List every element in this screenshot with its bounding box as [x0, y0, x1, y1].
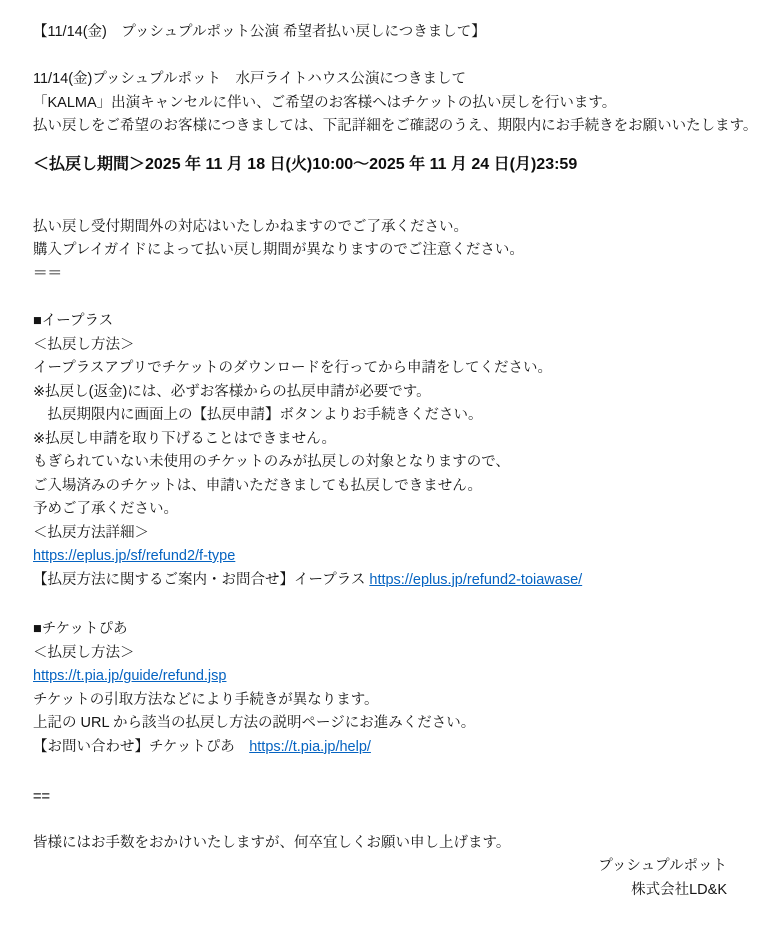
pia-note-line: チケットの引取方法などにより手続きが異なります。	[33, 691, 379, 708]
spacer	[33, 759, 727, 786]
pia-method-heading: ＜払戻し方法＞	[33, 644, 135, 661]
pia-method-link-line	[33, 665, 727, 689]
separator-marks: ＝＝	[33, 265, 62, 282]
pia-section-heading: ■チケットぴあ	[33, 621, 128, 637]
separator-marks: ==	[33, 789, 50, 805]
pia-note-line: 上記の URL から該当の払戻し方法の説明ページにお進みください。	[33, 715, 476, 731]
intro-cancel-line: 「KALMA」出演キャンセルに伴い、ご希望のお客様へはチケットの払い戻しを行います。	[33, 94, 617, 111]
intro-event-line: 11/14(金)プッシュプルポット 水戸ライトハウス公演につきまして	[33, 71, 467, 87]
eplus-section-heading: ■イープラス	[33, 313, 114, 329]
eplus-instruction-line: ご入場済みのチケットは、申請いただきましても払戻しできません。	[33, 477, 483, 494]
spacer	[33, 810, 727, 832]
spacer	[33, 45, 727, 69]
closing-line: 皆様にはお手数をおかけいたしますが、何卒宜しくお願い申し上げます。	[33, 834, 511, 851]
spacer	[33, 592, 727, 618]
eplus-instruction-line: 払戻期限内に画面上の【払戻申請】ボタンよりお手続きください。	[33, 407, 483, 423]
note-playguide-line: 購入プレイガイドによって払い戻し期間が異なりますのでご注意ください。	[33, 242, 524, 258]
eplus-detail-link-line	[33, 545, 727, 569]
intro-instruction-line: 払い戻しをご希望のお客様につきましては、下記詳細をご確認のうえ、期限内にお手続きをお願いいたします。	[33, 118, 758, 134]
refund-period-heading: ＜払戻し期間＞2025 年 11 月 18 日(火)10:00～2025 年 11 月 24 日(月)23:59	[33, 155, 578, 173]
notice-title: 【11/14(金) プッシュプルポット公演 希望者払い戻しにつきまして】	[33, 24, 486, 40]
pia-contact-label: 【お問い合わせ】チケットぴあ	[33, 738, 250, 755]
eplus-method-heading: ＜払戻し方法＞	[33, 336, 135, 353]
eplus-detail-heading: ＜払戻方法詳細＞	[33, 524, 149, 541]
signature-artist: プッシュプルポット	[598, 858, 727, 874]
eplus-instruction-line: もぎられていない未使用のチケットのみが払戻しの対象となりますので、	[33, 454, 510, 470]
eplus-contact-line	[33, 569, 727, 593]
eplus-refund-detail-link[interactable]: https://eplus.jp/sf/refund2/f-type	[33, 548, 236, 564]
spacer	[33, 286, 727, 310]
eplus-instruction-line: ※払戻し(返金)には、必ずお客様からの払戻申請が必要です。	[33, 383, 431, 400]
signature-company: 株式会社LD&K	[631, 881, 727, 898]
note-out-of-period-line: 払い戻し受付期間外の対応はいたしかねますのでご了承ください。	[33, 218, 468, 235]
eplus-instruction-line: ※払戻し申請を取り下げることはできません。	[33, 430, 337, 447]
eplus-contact-link[interactable]: https://eplus.jp/refund2-toiawase/	[369, 571, 583, 588]
pia-help-link[interactable]: https://t.pia.jp/help/	[249, 738, 371, 755]
pia-contact-line	[33, 736, 727, 760]
eplus-instruction-line: 予めご了承ください。	[33, 501, 178, 517]
eplus-instruction-line: イープラスアプリでチケットのダウンロードを行ってから申請をしてください。	[33, 360, 552, 376]
spacer	[33, 178, 727, 216]
eplus-contact-label: 【払戻方法に関するご案内・お問合せ】イープラス	[33, 571, 370, 588]
pia-refund-guide-link[interactable]: https://t.pia.jp/guide/refund.jsp	[33, 668, 227, 684]
